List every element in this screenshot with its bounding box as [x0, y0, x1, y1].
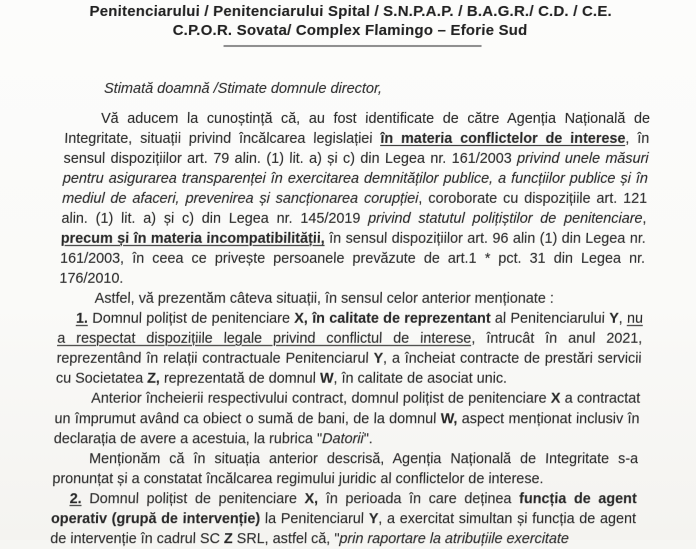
text-segment: , — [642, 211, 647, 227]
text-segment: , în sensul dispozițiilor art. 79 alin. (1) lit. a) și c) din Legea nr. 161/2003 — [63, 131, 649, 167]
text-segment: SRL, astfel că, " — [232, 531, 339, 547]
text-segment: Vă aducem la cunoștință că, au fost identificate de către Agenția Națională de Integritate, situații privind încălcarea legislației — [64, 111, 650, 147]
text-segment: nu a respectat dispozițiile legale privind conflictul de interese — [57, 311, 643, 347]
text-segment: Anterior încheierii respectivului contract, domnul polițist de penitenciare — [91, 391, 551, 407]
text-segment: Menționăm că în situația anterior descrisă, Agenția Națională de Integritate s-a pronunțat și a constatat încălcarea regimului juridic al conflictelor de interese. — [52, 451, 638, 487]
text-segment: Domnul polițist de penitenciare — [88, 311, 295, 327]
text-segment: Z — [224, 531, 233, 547]
text-segment: , în calitate de asociat unic. — [333, 371, 507, 387]
text-segment: W — [320, 371, 334, 387]
text-segment: funcția de agent operativ (grupă de intervenție) — [51, 491, 637, 527]
letterhead-line-1: Penitenciarului / Penitenciarului Spital / S.N.P.A.P. / B.A.G.R./ C.D. / C.E. — [2, 2, 696, 21]
text-segment: 2. — [69, 491, 82, 507]
text-segment: reprezentată de domnul — [160, 371, 321, 387]
text-segment: , — [618, 311, 627, 327]
paragraph-case-1 — [56, 309, 644, 389]
text-segment: a contractat un împrumut având ca obiect o sumă de bani, de la domnul — [54, 391, 640, 427]
text-segment: X, — [294, 311, 308, 327]
text-segment: , întrucât în anul 2021, reprezentând în relații contractuale Penitenciarul — [56, 331, 642, 367]
text-segment: în sensul dispozițiilor art. 96 alin (1) din Legea nr. 161/2003, în ceea ce privește persoanele prevăzute de art.1 * pct. 31 din Legea nr. 176/2010. — [59, 231, 646, 287]
paragraph-anterior — [53, 389, 640, 449]
text-segment: privind statutul polițiștilor de penitenciare — [368, 211, 643, 227]
paragraph-mentionam — [52, 449, 638, 489]
text-segment: X, — [304, 491, 318, 507]
text-segment: în perioada în care deținea — [318, 491, 519, 507]
paragraph-astfel — [58, 289, 644, 309]
text-segment: W, — [440, 411, 457, 427]
text-segment: precum și în materia incompatibilității, — [61, 231, 326, 247]
letterhead-divider — [224, 45, 482, 47]
text-segment: , coroborate cu dispozițiile art. 121 alin. (1) lit. a) și c) din Legea nr. 145/2019 — [61, 191, 647, 227]
text-segment: Z, — [147, 371, 160, 387]
letter-body — [50, 109, 650, 549]
text-segment: Astfel, vă prezentăm câteva situații, în sensul celor anterior menționate : — [94, 291, 554, 307]
text-segment: privind unele măsuri pentru asigurarea transparenței în exercitarea demnităților publice, a funcțiilor publice și în mediul de afaceri, prevenirea și sancționarea corupției — [62, 151, 649, 207]
text-segment: în calitate de reprezentant — [312, 311, 491, 327]
paragraph-case-2 — [50, 489, 637, 549]
paragraph-intro — [59, 109, 650, 289]
text-segment: Datorii — [322, 431, 364, 447]
text-segment: Domnul polițist de penitenciare — [81, 491, 304, 507]
letterhead — [2, 2, 696, 40]
text-segment: , a exercitat simultan și funcția de agent de intervenție în cadrul SC — [50, 511, 636, 547]
text-segment: Y — [609, 311, 619, 327]
salutation: Stimată doamnă /Stimate domnule director, — [104, 81, 383, 97]
text-segment: al Penitenciarului — [490, 311, 609, 327]
text-segment: 1. — [76, 311, 89, 327]
text-segment: prin raportare la atribuțiile exercitate — [339, 531, 569, 547]
text-segment: Y — [368, 511, 378, 527]
text-segment: la Penitenciarul — [260, 511, 369, 527]
letterhead-line-2: C.P.O.R. Sovata/ Complex Flamingo – Eforie Sud — [2, 21, 696, 40]
text-segment: în materia conflictelor de interese — [380, 131, 626, 147]
text-segment: aspect menționat inclusiv în declarația de avere a acestuia, la rubrica " — [54, 411, 640, 447]
text-segment: X — [551, 391, 561, 407]
text-segment: ". — [363, 431, 373, 447]
text-segment: , a încheiat contracte de prestări servicii cu Societatea — [56, 351, 642, 387]
text-segment: Y — [373, 351, 383, 367]
